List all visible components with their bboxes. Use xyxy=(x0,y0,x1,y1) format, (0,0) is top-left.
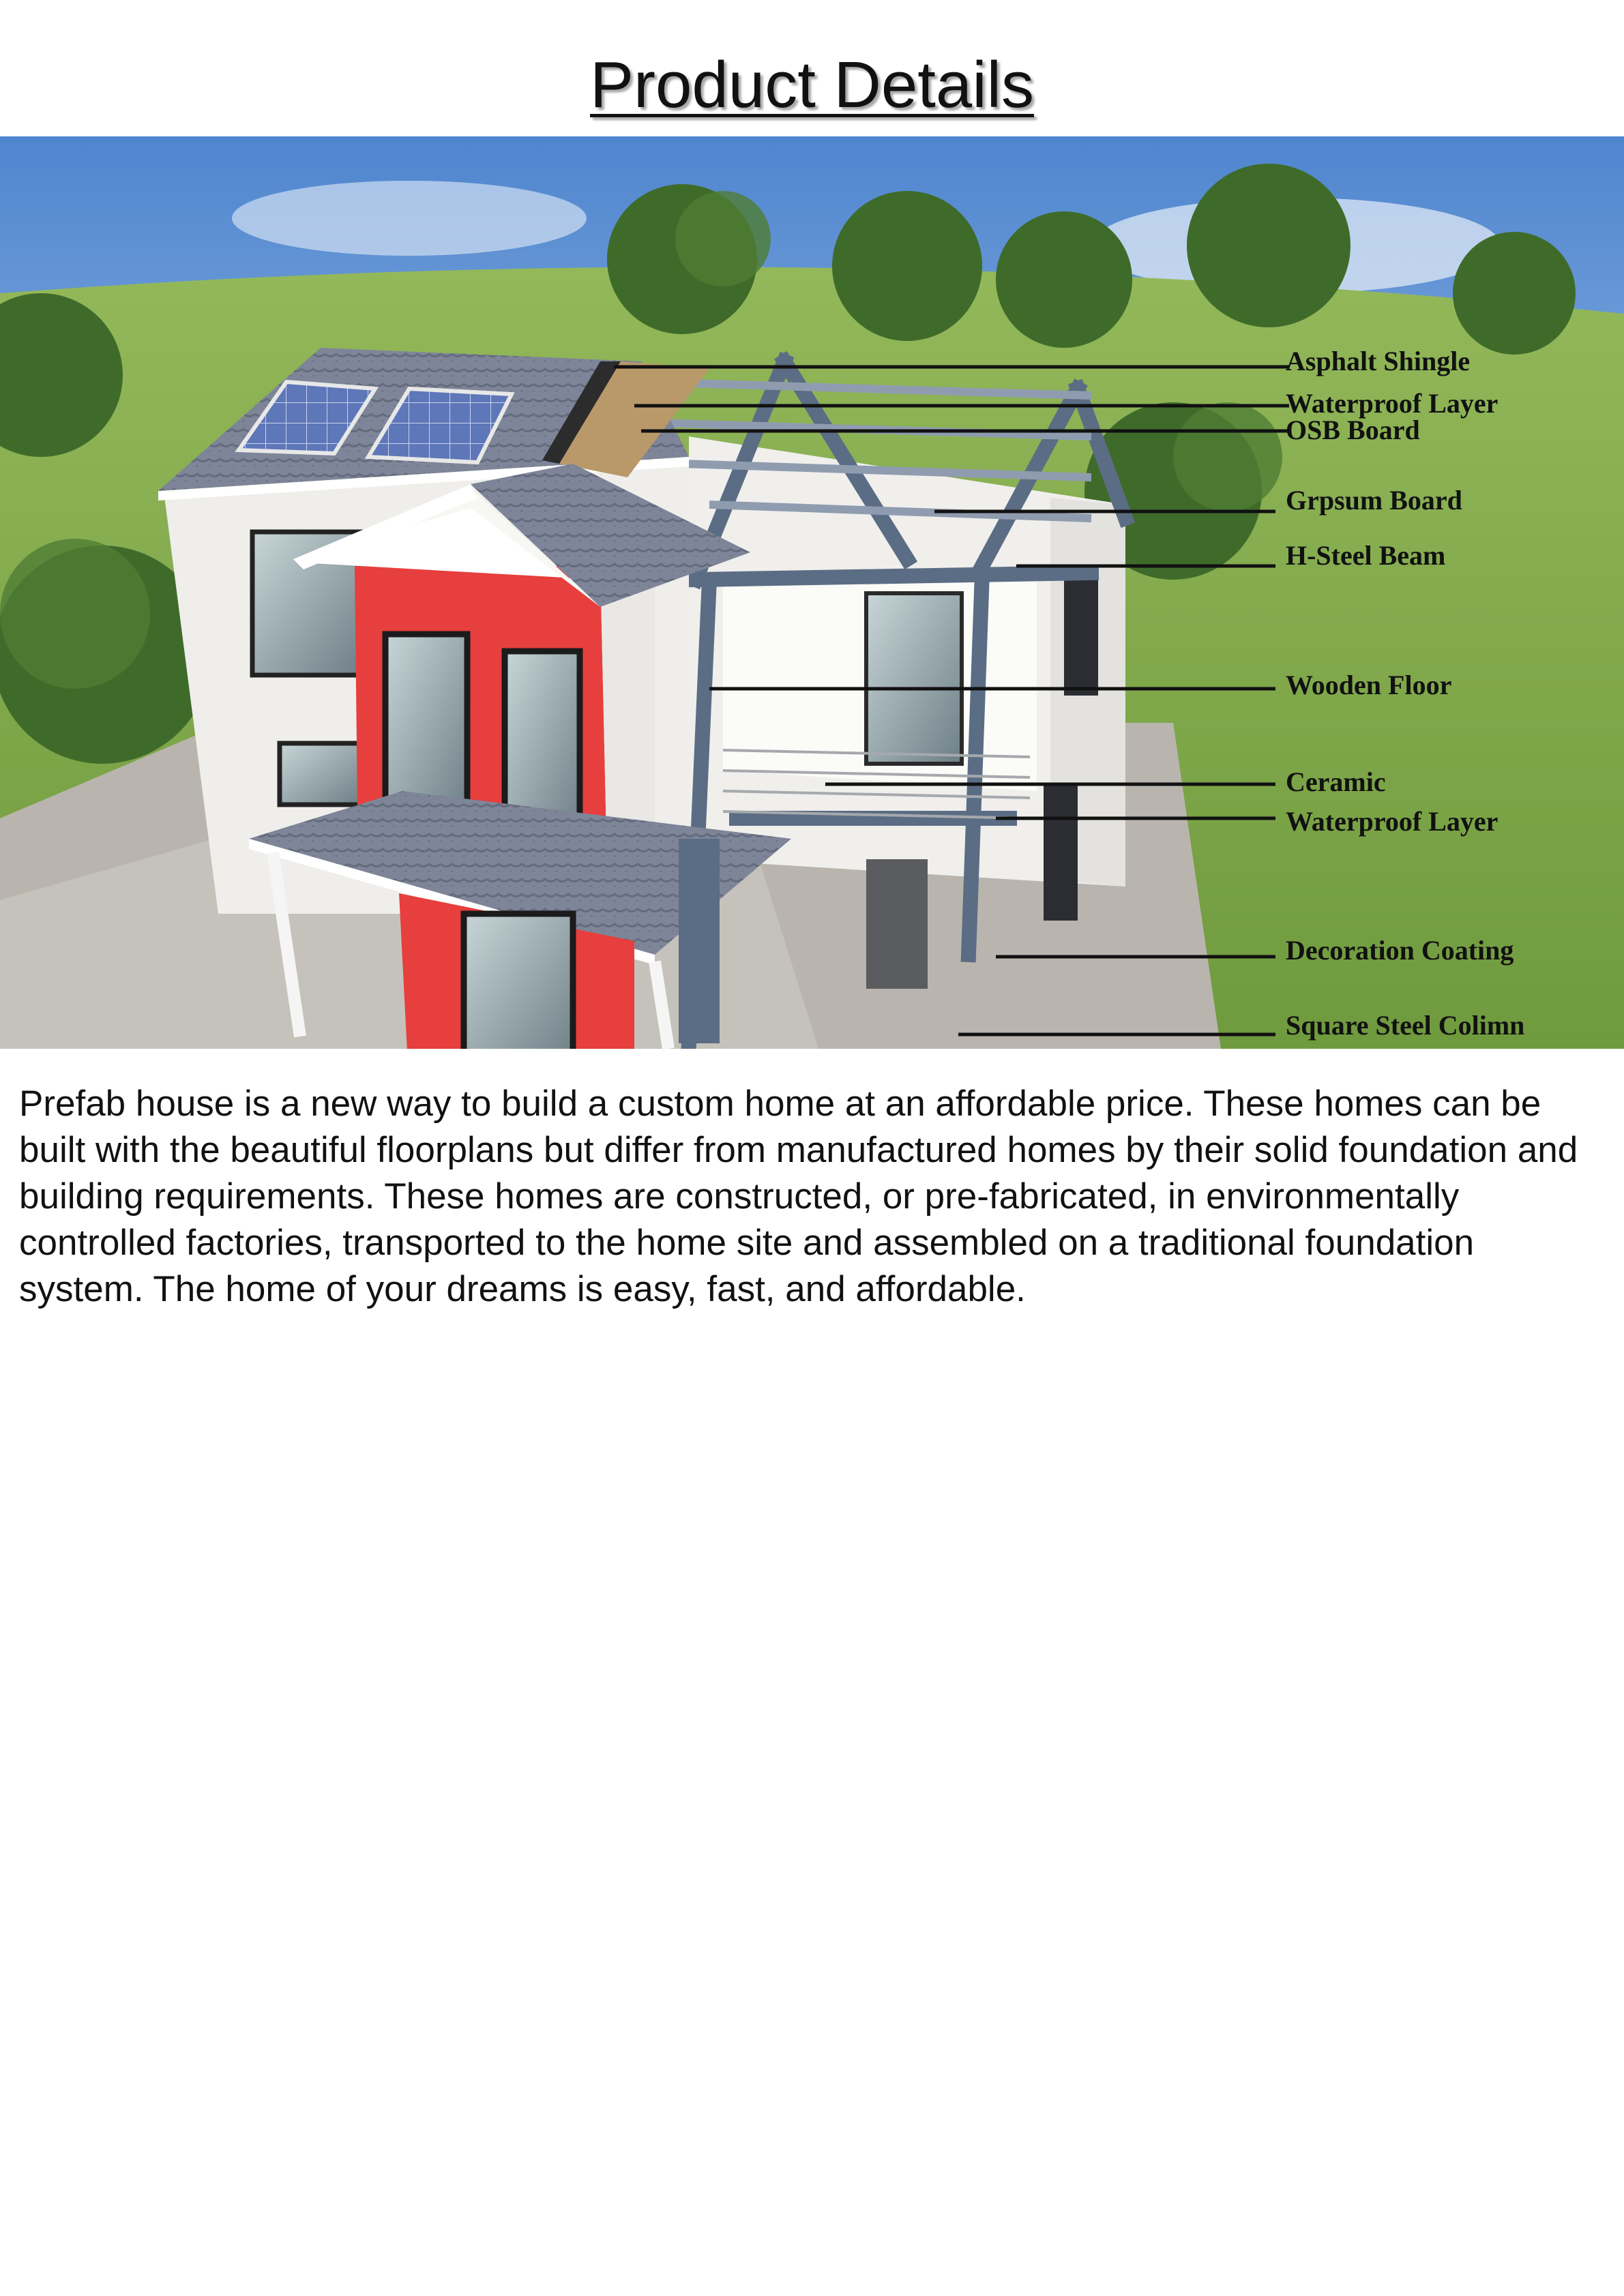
label-ceramic: Ceramic xyxy=(1286,766,1386,797)
label-square-steel-column: Square Steel Colimn xyxy=(1286,1010,1525,1041)
product-description: Prefab house is a new way to build a custom home at an affordable price. These homes can be built with the beautiful floorplans but differ from manufactured homes by their solid foundation and building requirements. These homes are constructed, or pre-fabricated, in environmentally controlled factories, transported to the home site and assembled on a traditional foundation system. The home of your dreams is easy, fast, and affordable. xyxy=(19,1084,1578,1309)
label-osb-board: OSB Board xyxy=(1286,415,1420,445)
house-structure-diagram xyxy=(0,136,1624,1049)
label-h-steel-beam: H-Steel Beam xyxy=(1286,540,1446,571)
label-gypsum-board: Grpsum Board xyxy=(1286,485,1462,516)
label-asphalt-shingle: Asphalt Shingle xyxy=(1286,346,1471,376)
label-waterproof-layer-floor: Waterproof Layer xyxy=(1286,806,1498,837)
label-wooden-floor: Wooden Floor xyxy=(1286,670,1452,700)
label-waterproof-layer-roof: Waterproof Layer xyxy=(1286,388,1498,419)
page-title: Product Details xyxy=(590,48,1034,121)
label-decoration-coating: Decoration Coating xyxy=(1286,935,1514,966)
